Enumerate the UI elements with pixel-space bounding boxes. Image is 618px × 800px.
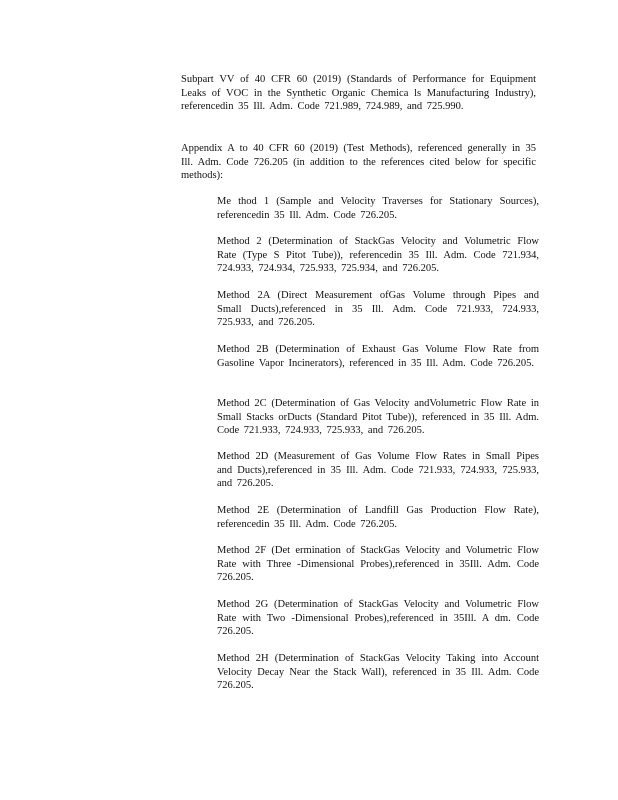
method-item: Method 2C (Determination of Gas Velocity andVolumetric Flow Rate in Small Stacks orDucts (Standard Pitot Tube)), referenced in 35 Ill. Adm. Code 721.933, 724.933, 725.933, and 726.205. [217, 398, 539, 436]
method-item: Me thod 1 (Sample and Velocity Traverses for Stationary Sources), referencedin 35 Ill. Adm. Code 726.205. [217, 196, 539, 221]
method-item: Method 2E (Determination of Landfill Gas Production Flow Rate), referencedin 35 Ill. Adm. Code 726.205. [217, 505, 539, 530]
method-item: Method 2F (Det ermination of StackGas Velocity and Volumetric Flow Rate with Three -Dimensional Probes),referenced in 35Ill. Adm. Code 726.205. [217, 545, 539, 583]
method-item: Method 2G (Determination of StackGas Velocity and Volumetric Flow Rate with Two -Dimensional Probes),referenced in 35Ill. A dm. Code 726.205. [217, 599, 539, 637]
method-item: Method 2H (Determination of StackGas Velocity Taking into Account Velocity Decay Near the Stack Wall), referenced in 35 Ill. Adm. Code 726.205. [217, 653, 539, 691]
method-item: Method 2A (Direct Measurement ofGas Volume through Pipes and Small Ducts),referenced in 35 Ill. Adm. Code 721.933, 724.933, 725.933, and 726.205. [217, 290, 539, 328]
method-item: Method 2 (Determination of StackGas Velocity and Volumetric Flow Rate (Type S Pitot Tube)), referencedin 35 Ill. Adm. Code 721.934, 724.933, 724.934, 725.933, 725.934, and 726.205. [217, 236, 539, 274]
method-item: Method 2D (Measurement of Gas Volume Flow Rates in Small Pipes and Ducts),referenced in 35 Ill. Adm. Code 721.933, 724.933, 725.933, and 726.205. [217, 451, 539, 489]
method-item: Method 2B (Determination of Exhaust Gas Volume Flow Rate from Gasoline Vapor Incinerators), referenced in 35 Ill. Adm. Code 726.205. [217, 344, 539, 369]
paragraph-appendix-a: Appendix A to 40 CFR 60 (2019) (Test Methods), referenced generally in 35 Ill. Adm. Code 726.205 (in addition to the references cited below for specific methods): [181, 143, 536, 181]
paragraph-subpart-vv: Subpart VV of 40 CFR 60 (2019) (Standards of Performance for Equipment Leaks of VOC in the Synthetic Organic Chemica ls Manufacturing Industry), referencedin 35 Ill. Adm. Code 721.989, 724.989, and 725.990. [181, 74, 536, 112]
